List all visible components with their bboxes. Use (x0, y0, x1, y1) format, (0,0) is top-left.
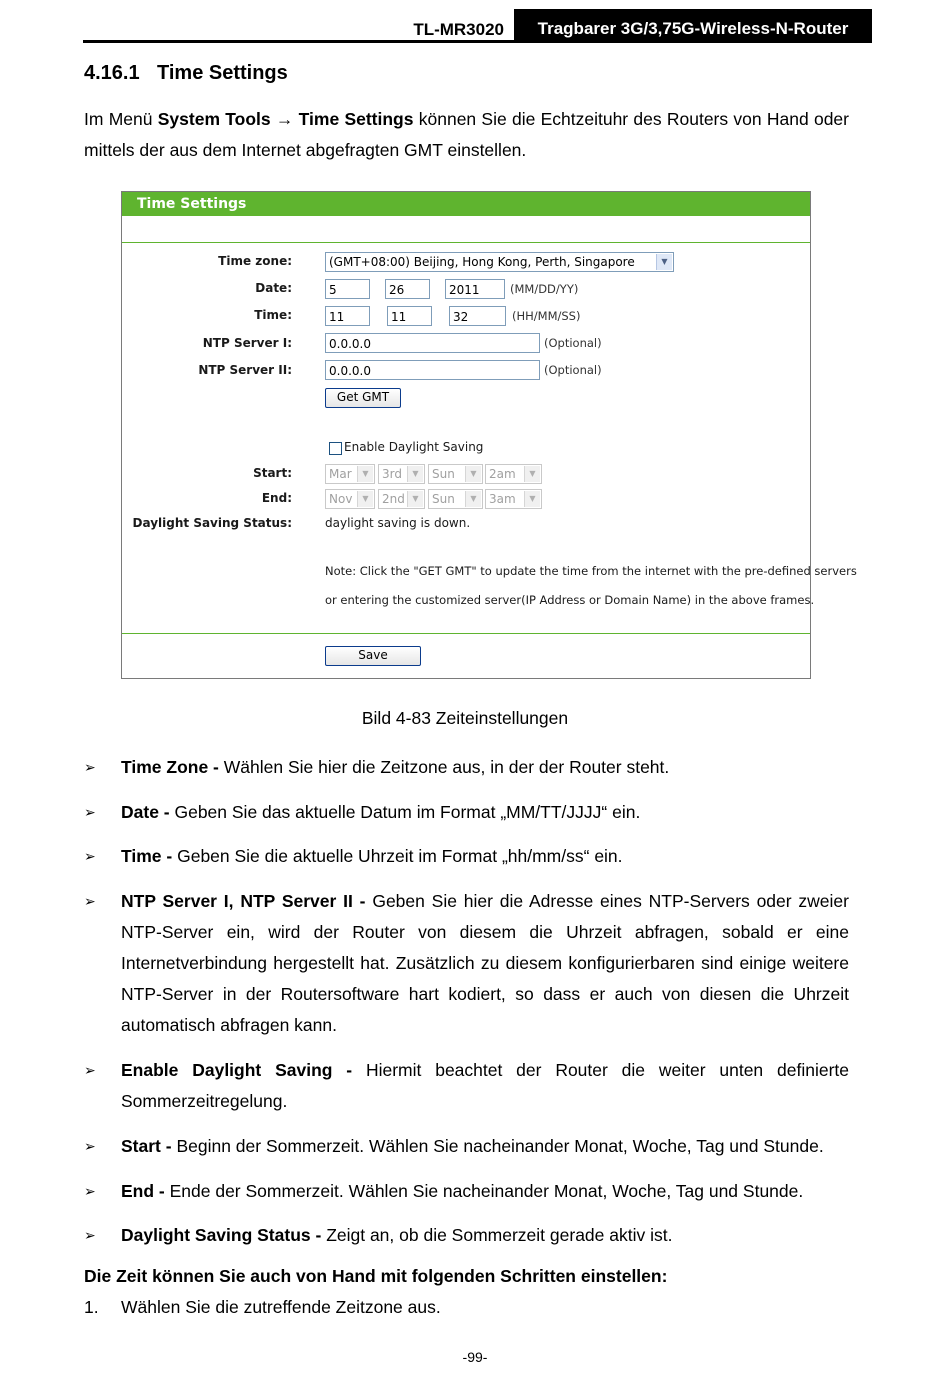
step-number: 1. (84, 1297, 99, 1317)
start-day-select[interactable] (428, 464, 483, 484)
header-product: Tragbarer 3G/3,75G-Wireless-N-Router (514, 9, 872, 42)
start-hour-select[interactable] (485, 464, 542, 484)
date-day-input[interactable]: 26 (385, 279, 430, 299)
bullet-arrow-icon: ➢ (84, 1227, 96, 1243)
dst-status-value: daylight saving is down. (325, 516, 471, 530)
manual-steps-heading: Die Zeit können Sie auch von Hand mit folgenden Schritten einstellen: (84, 1266, 668, 1286)
time-settings-screenshot (121, 191, 857, 679)
bullet-arrow-icon: ➢ (84, 893, 96, 909)
start-hour-value: 2am (489, 467, 516, 481)
ntp2-hint: (Optional) (544, 363, 602, 377)
time-format-hint: (HH/MM/SS) (512, 309, 581, 323)
bullet-arrow-icon: ➢ (84, 1138, 96, 1154)
bullet-text: Geben Sie hier die Adresse eines NTP-Servers oder zweier NTP-Server ein, wird der Router von diesem die Uhrzeit abfragen, sobald er eine Internetverbindung hergestellt hat. Zusätzlich zu diesem konfigurierbaren sind einige weitere NTP-Server in der Routersoftware hart kodiert, so dass er auch von diesen die Uhrzeit automatisch abfragen kann. (121, 891, 849, 1035)
end-day-value: Sun (432, 492, 455, 506)
note-line-1: Note: Click the "GET GMT" to update the time from the internet with the pre-defined servers (325, 564, 857, 578)
end-hour-value: 3am (489, 492, 516, 506)
ntp1-label: NTP Server I: (202, 336, 292, 350)
bullet-time-zone (84, 752, 849, 783)
bullet-end (84, 1176, 849, 1207)
chevron-down-icon: ▼ (407, 466, 423, 482)
date-label: Date: (255, 281, 292, 295)
time-second-input[interactable]: 32 (449, 306, 506, 326)
date-format-hint: (MM/DD/YY) (510, 282, 579, 296)
timezone-value: (GMT+08:00) Beijing, Hong Kong, Perth, Singapore (329, 255, 635, 269)
start-week-select[interactable] (378, 464, 425, 484)
time-minute-input[interactable]: 11 (387, 306, 432, 326)
bullet-text: Hiermit beachtet der Router die weiter unten definierte Sommerzeitregelung. (121, 1060, 849, 1111)
start-month-value: Mar (329, 467, 352, 481)
end-week-value: 2nd (382, 492, 405, 506)
start-week-value: 3rd (382, 467, 402, 481)
bullet-term: Time - (121, 846, 178, 866)
ntp1-input[interactable]: 0.0.0.0 (325, 333, 540, 353)
bullet-time (84, 841, 849, 872)
date-month-input[interactable]: 5 (325, 279, 370, 299)
chevron-down-icon: ▼ (524, 466, 540, 482)
chevron-down-icon: ▼ (465, 491, 481, 507)
dst-status-label: Daylight Saving Status: (132, 516, 292, 530)
step-1 (84, 1297, 441, 1318)
end-month-select[interactable] (325, 489, 375, 509)
bullet-date (84, 797, 849, 828)
step-text: Wählen Sie die zutreffende Zeitzone aus. (121, 1297, 441, 1317)
intro-pre: Im Menü (84, 109, 158, 129)
header-model: TL-MR3020 (413, 20, 504, 39)
bullet-term: Daylight Saving Status - (121, 1225, 327, 1245)
timezone-label: Time zone: (218, 254, 292, 268)
bullet-text: Geben Sie die aktuelle Uhrzeit im Format „hh/mm/ss“ ein. (177, 846, 623, 866)
ntp2-label: NTP Server II: (198, 363, 292, 377)
panel-divider-bottom (122, 633, 810, 634)
ntp2-input[interactable]: 0.0.0.0 (325, 360, 540, 380)
enable-dst-label: Enable Daylight Saving (344, 440, 484, 454)
ntp1-hint: (Optional) (544, 336, 602, 350)
page-header (83, 9, 872, 42)
chevron-down-icon: ▼ (357, 491, 373, 507)
save-button[interactable]: Save (325, 646, 421, 666)
panel-divider-top (122, 242, 810, 243)
bullet-arrow-icon: ➢ (84, 848, 96, 864)
bullet-term: NTP Server I, NTP Server II - (121, 891, 373, 911)
bullet-term: Date - (121, 802, 175, 822)
intro-menu-path: System Tools → Time Settings (157, 109, 414, 129)
bullet-term: Start - (121, 1136, 177, 1156)
bullet-term: Enable Daylight Saving - (121, 1060, 366, 1080)
bullet-term: End - (121, 1181, 170, 1201)
intro-post: können Sie die Echtzeituhr des Routers von Hand oder mittels der aus dem Internet abgefragten GMT einstellen. (84, 109, 849, 160)
bullet-dst-status (84, 1220, 849, 1251)
bullet-text: Geben Sie das aktuelle Datum im Format „MM/TT/JJJJ“ ein. (174, 802, 641, 822)
dst-start-label: Start: (253, 466, 292, 480)
bullet-arrow-icon: ➢ (84, 804, 96, 820)
bullet-arrow-icon: ➢ (84, 1062, 96, 1078)
timezone-select[interactable] (325, 252, 674, 272)
bullet-ntp-servers (84, 886, 849, 1041)
end-week-select[interactable] (378, 489, 425, 509)
bullet-arrow-icon: ➢ (84, 759, 96, 775)
start-day-value: Sun (432, 467, 455, 481)
chevron-down-icon: ▼ (357, 466, 373, 482)
section-title (84, 62, 288, 85)
page-number: -99- (462, 1349, 488, 1365)
end-month-value: Nov (329, 492, 353, 506)
bullet-arrow-icon: ➢ (84, 1183, 96, 1199)
header-rule (83, 40, 872, 43)
bullet-start (84, 1131, 849, 1162)
intro-paragraph (84, 104, 849, 166)
panel-title: Time Settings (122, 192, 810, 216)
time-label: Time: (254, 308, 292, 322)
bullet-text: Wählen Sie hier die Zeitzone aus, in der der Router steht. (223, 757, 670, 777)
chevron-down-icon: ▼ (407, 491, 423, 507)
date-year-input[interactable]: 2011 (445, 279, 505, 299)
bullet-text: Zeigt an, ob die Sommerzeit gerade aktiv ist. (326, 1225, 673, 1245)
figure-caption: Bild 4-83 Zeiteinstellungen (361, 708, 569, 728)
enable-dst-checkbox[interactable] (329, 442, 342, 455)
time-hour-input[interactable]: 11 (325, 306, 370, 326)
get-gmt-button[interactable]: Get GMT (325, 388, 401, 408)
end-day-select[interactable] (428, 489, 483, 509)
chevron-down-icon: ▼ (656, 254, 672, 270)
start-month-select[interactable] (325, 464, 375, 484)
chevron-down-icon: ▼ (524, 491, 540, 507)
bullet-text: Ende der Sommerzeit. Wählen Sie nacheinander Monat, Woche, Tag und Stunde. (169, 1181, 804, 1201)
bullet-text: Beginn der Sommerzeit. Wählen Sie nacheinander Monat, Woche, Tag und Stunde. (176, 1136, 824, 1156)
bullet-term: Time Zone - (121, 757, 224, 777)
section-title-text: Time Settings (157, 62, 288, 84)
bullet-enable-dst (84, 1055, 849, 1117)
note-line-2: or entering the customized server(IP Address or Domain Name) in the above frames. (325, 593, 815, 607)
section-number: 4.16.1 (84, 62, 140, 84)
chevron-down-icon: ▼ (465, 466, 481, 482)
dst-end-label: End: (261, 491, 292, 505)
end-hour-select[interactable] (485, 489, 542, 509)
